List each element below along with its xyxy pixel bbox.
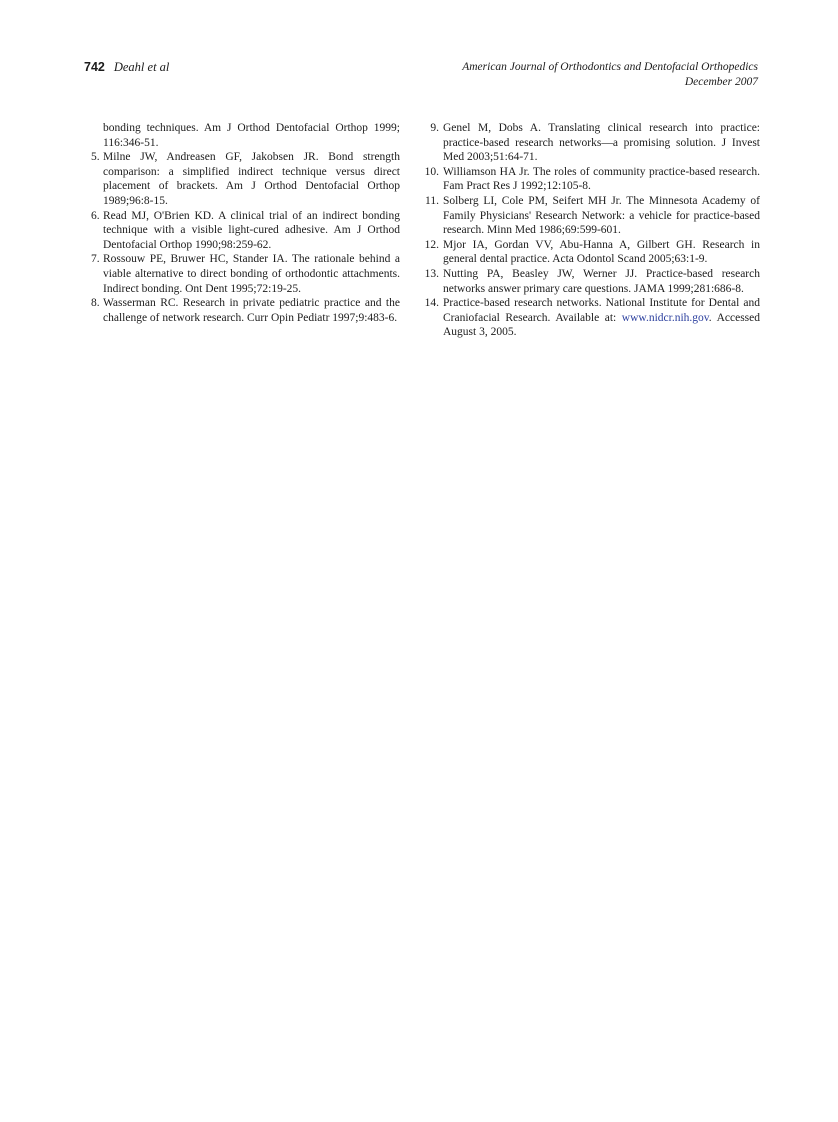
reference-item bbox=[91, 296, 400, 325]
reference-item bbox=[424, 238, 760, 267]
reference-number: 5. bbox=[91, 151, 100, 164]
reference-number: 13. bbox=[424, 267, 439, 280]
reference-text: Genel M, Dobs A. Translating clinical research into practice: practice-based research networks—a promising solution. J Invest Med 2003;51:64-71. bbox=[443, 122, 760, 164]
reference-continuation: bonding techniques. Am J Orthod Dentofacial Orthop 1999; 116:346-51. bbox=[103, 122, 400, 149]
references-right-column bbox=[424, 121, 760, 340]
reference-number: 6. bbox=[91, 209, 100, 222]
reference-text: Read MJ, O'Brien KD. A clinical trial of an indirect bonding technique with a visible light-cured adhesive. Am J Orthod Dentofacial Orthop 1990;98:259-62. bbox=[103, 209, 400, 251]
reference-item bbox=[424, 267, 760, 296]
reference-number: 12. bbox=[424, 238, 439, 251]
reference-item bbox=[91, 150, 400, 208]
reference-number: 7. bbox=[91, 253, 100, 266]
reference-columns bbox=[91, 121, 760, 340]
running-head-left bbox=[84, 60, 169, 75]
reference-text: Rossouw PE, Bruwer HC, Stander IA. The rationale behind a viable alternative to direct bonding of orthodontic attachments. Indirect bonding. Ont Dent 1995;72:19-25. bbox=[103, 253, 400, 295]
reference-item bbox=[424, 194, 760, 238]
reference-text: Williamson HA Jr. The roles of community practice-based research. Fam Pract Res J 1992;12:105-8. bbox=[443, 165, 760, 193]
reference-item bbox=[91, 209, 400, 253]
reference-item bbox=[91, 252, 400, 296]
reference-number: 10. bbox=[424, 165, 439, 178]
reference-text: Solberg LI, Cole PM, Seifert MH Jr. The Minnesota Academy of Family Physicians' Research Network: a vehicle for practice-based research. Minn Med 1986;69:599-601. bbox=[443, 194, 760, 237]
reference-item bbox=[424, 165, 760, 194]
reference-text: Wasserman RC. Research in private pediatric practice and the challenge of network research. Curr Opin Pediatr 1997;9:483-6. bbox=[103, 297, 400, 324]
reference-text: Practice-based research networks. National Institute for Dental and Craniofacial Research. Available at: www.nidcr.nih.gov. Accessed August 3, 2005. bbox=[443, 297, 760, 339]
nidcr-link[interactable]: www.nidcr.nih.gov bbox=[621, 311, 709, 324]
journal-title: American Journal of Orthodontics and Dentofacial Orthopedics bbox=[462, 61, 758, 73]
running-authors: Deahl et al bbox=[113, 60, 170, 74]
reference-item bbox=[424, 121, 760, 165]
running-head bbox=[84, 60, 758, 90]
running-head-right bbox=[462, 60, 758, 90]
page-number: 742 bbox=[84, 60, 105, 74]
reference-number: 8. bbox=[91, 297, 100, 310]
reference-item bbox=[424, 296, 760, 340]
reference-text: Milne JW, Andreasen GF, Jakobsen JR. Bond strength comparison: a simplified indirect technique versus direct placement of brackets. Am J Orthod Dentofacial Orthop 1989;96:8-15. bbox=[103, 151, 400, 207]
reference-text: Mjor IA, Gordan VV, Abu-Hanna A, Gilbert GH. Research in general dental practice. Acta Odontol Scand 2005;63:1-9. bbox=[443, 238, 760, 266]
reference-text: Nutting PA, Beasley JW, Werner JJ. Practice-based research networks answer primary care questions. JAMA 1999;281:686-8. bbox=[443, 267, 760, 295]
journal-issue-date: December 2007 bbox=[684, 76, 758, 88]
references-left-column bbox=[91, 121, 400, 340]
reference-number: 11. bbox=[425, 194, 439, 207]
reference-number: 9. bbox=[430, 122, 439, 134]
reference-number: 14. bbox=[424, 297, 439, 310]
